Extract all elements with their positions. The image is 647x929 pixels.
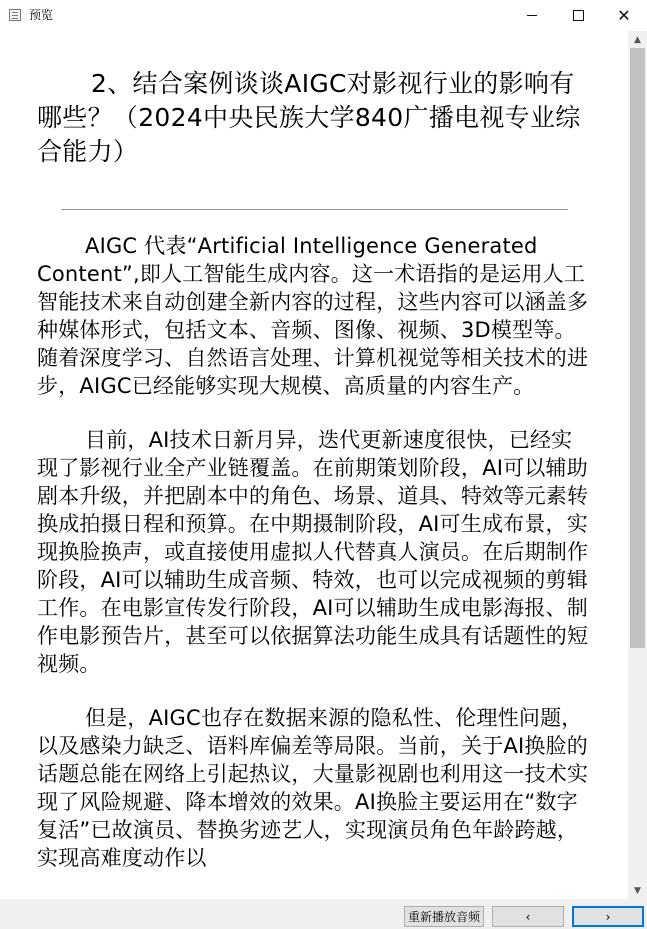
replay-audio-button[interactable]: 重新播放音频 — [404, 906, 484, 927]
scroll-up-arrow[interactable] — [628, 31, 647, 48]
next-button[interactable] — [572, 906, 644, 927]
vertical-scrollbar[interactable] — [628, 31, 647, 899]
minimize-button[interactable] — [509, 0, 555, 31]
paragraph: AIGC 代表“Artificial Intelligence Generated Content”,即人工智能生成内容。这一术语指的是运用人工智能技术来自动创建全新内容的过程，这些内容可以涵盖多种媒体形式，包括文本、音频、图像、视频、3D模型等。随着深度学习、自然语言处理、计算机视觉等相关技术的进步，AIGC已经能够实现大规模、高质量的内容生产。 — [37, 234, 589, 398]
close-icon: ✕ — [617, 5, 631, 25]
chevron-left-icon: ‹ — [525, 909, 531, 924]
scroll-thumb[interactable] — [630, 48, 645, 648]
maximize-button[interactable] — [555, 0, 601, 31]
chevron-right-icon: › — [605, 909, 611, 924]
preview-content[interactable] — [0, 31, 628, 899]
divider — [61, 209, 568, 210]
minimize-icon — [527, 15, 537, 16]
scroll-up-icon: ▲ — [634, 34, 641, 45]
scroll-down-icon: ▼ — [634, 885, 641, 896]
previous-button[interactable] — [492, 906, 564, 927]
paragraph: 但是，AIGC也存在数据来源的隐私性、伦理性问题，以及感染力缺乏、语料库偏差等局限。当前，关于AI换脸的话题总能在网络上引起热议，大量影视剧也利用这一技术实现了风险规避、降本增效的效果。AI换脸主要运用在“数字复活”已故演员、替换劣迹艺人，实现演员角色年龄跨越，实现高难度动作以 — [37, 706, 589, 870]
scroll-down-arrow[interactable] — [628, 882, 647, 899]
document — [37, 67, 592, 898]
paragraph: 目前，AI技术日新月异，迭代更新速度很快，已经实现了影视行业全产业链覆盖。在前期策划阶段，AI可以辅助剧本升级，并把剧本中的角色、场景、道具、特效等元素转换成拍摄日程和预算。在中期摄制阶段，AI可生成布景，实现换脸换声，或直接使用虚拟人代替真人演员。在后期制作阶段，AI可以辅助生成音频、特效，也可以完成视频的剪辑工作。在电影宣传发行阶段，AI可以辅助生成电影海报、制作电影预告片，甚至可以依据算法功能生成具有话题性的短视频。 — [37, 428, 589, 676]
app-icon — [9, 9, 21, 21]
maximize-icon — [573, 10, 584, 21]
close-button[interactable] — [601, 0, 647, 31]
window-title: 预览 — [29, 8, 54, 22]
bottom-toolbar — [0, 899, 647, 929]
document-heading: 2、结合案例谈谈AIGC对影视行业的影响有哪些？（2024中央民族大学840广播电视专业综合能力） — [37, 69, 581, 166]
title-bar — [0, 0, 647, 31]
